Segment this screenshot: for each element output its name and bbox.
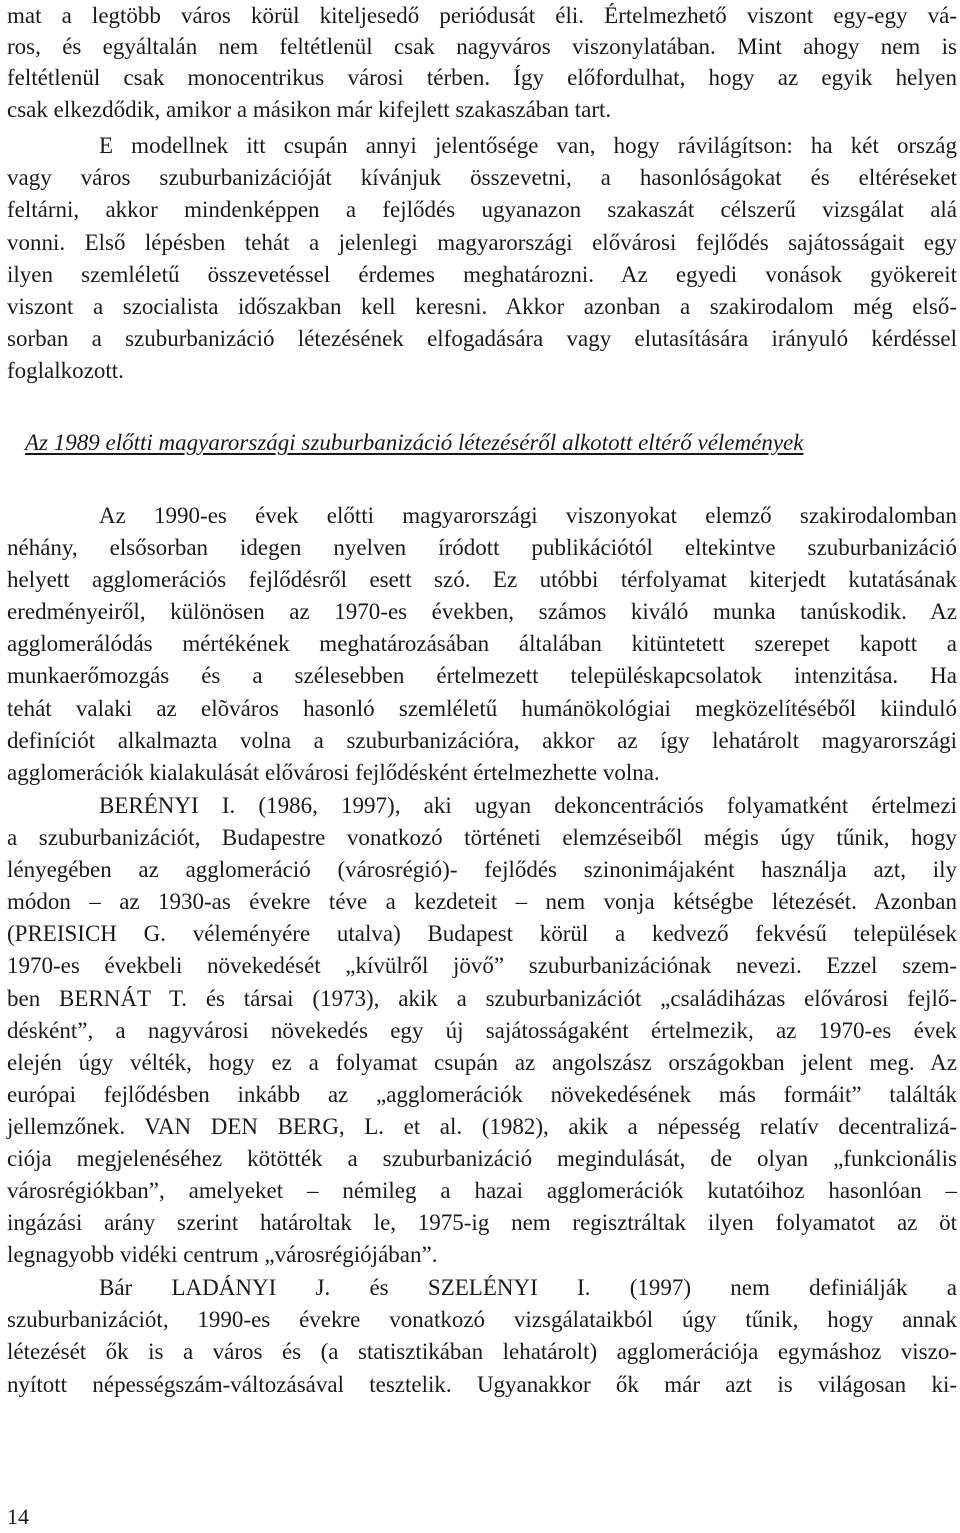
- text-line: helyett agglomerációs fejlődésről esett szó. Ez utóbbi térfolyamat kiterjedt kutatásának: [7, 567, 957, 593]
- paragraph-berenyi: [7, 790, 957, 1271]
- text-line: foglalkozott.: [7, 358, 124, 384]
- text-line: nyított népességszám-változásával tesztelik. Ugyanakkor ők már azt is világosan ki-: [7, 1371, 957, 1397]
- text-line: szuburbanizációt, 1990-es évekre vonatkozó vizsgálataikból úgy tűnik, hogy annak: [7, 1307, 957, 1333]
- text-line: vonni. Első lépésben tehát a jelenlegi magyarországi elővárosi fejlődés sajátosságait egy: [7, 229, 957, 255]
- paragraph-agglomeration: [7, 500, 957, 789]
- text-line: városrégiókban”, amelyeket – némileg a hazai agglomerációk kutatóihoz hasonlóan –: [7, 1178, 957, 1204]
- paragraph-ladanyi: [7, 1272, 957, 1401]
- text-line: legnagyobb vidéki centrum „városrégiójában”.: [7, 1242, 438, 1268]
- text-line: eredményeiről, különösen az 1970-es években, számos kiváló munka tanúskodik. Az: [7, 599, 957, 625]
- text-line: tehát valaki az elõváros hasonló szemléletű humánökológiai megközelítéséből kiinduló: [7, 695, 957, 721]
- text-line: módon – az 1930-as évekre téve a kezdeteit – nem vonja kétségbe létezését. Azonban: [7, 889, 957, 915]
- text-line: létezését ők is a város és (a statisztikában lehatárolt) agglomerációja egymáshoz viszo-: [7, 1339, 957, 1365]
- section-heading: Az 1989 előtti magyarországi szuburbanizáció létezéséről alkotott eltérő vélemények: [25, 430, 804, 455]
- text-line: vagy város szuburbanizációját kívánjuk összevetni, a hasonlóságokat és eltéréseket: [7, 165, 957, 191]
- text-line: sorban a szuburbanizáció létezésének elfogadására vagy elutasítására irányuló kérdéssel: [7, 326, 957, 352]
- text-line: jellemzőnek. VAN DEN BERG, L. et al. (1982), akik a népesség relatív decentralizá-: [7, 1113, 957, 1139]
- paragraph-model: [7, 130, 957, 388]
- text-line: BERÉNYI I. (1986, 1997), aki ugyan dekoncentrációs folyamatként értelmezi: [99, 793, 957, 818]
- text-line: viszont a szocialista időszakban kell keresni. Akkor azonban a szakirodalom még első-: [7, 293, 957, 319]
- text-line: feltárni, akkor mindenképpen a fejlődés ugyanazon szakaszát célszerű vizsgálat alá: [7, 197, 957, 223]
- text-line: a szuburbanizációt, Budapestre vonatkozó történeti elemzéseiből mégis úgy tűnik, hogy: [7, 825, 957, 851]
- page-number: 14: [7, 1504, 29, 1529]
- text-line: ben BERNÁT T. és társai (1973), akik a szuburbanizációt „családiházas elővárosi fejlő-: [7, 985, 957, 1011]
- text-line: csak elkezdődik, amikor a másikon már kifejlett szakaszában tart.: [7, 96, 612, 122]
- text-line: E modellnek itt csupán annyi jelentősége van, hogy rávilágítson: ha két ország: [99, 133, 957, 158]
- paragraph-continuation: [7, 0, 957, 125]
- text-line: lényegében az agglomeráció (városrégió)- fejlődés szinonimájaként használja azt, ily: [7, 857, 957, 883]
- text-line: ingázási arány szerint határoltak le, 1975-ig nem regisztráltak ilyen folyamatot az öt: [7, 1210, 957, 1236]
- text-line: munkaerőmozgás és a szélesebben értelmezett településkapcsolatok intenzitása. Ha: [7, 663, 957, 689]
- text-line: mat a legtöbb város körül kiteljesedő periódusát éli. Értelmezhető viszont egy-egy vá-: [7, 3, 957, 28]
- text-line: Az 1990-es évek előtti magyarországi viszonyokat elemző szakirodalomban: [99, 503, 957, 528]
- text-line: ilyen szemléletű összevetéssel érdemes meghatározni. Az egyedi vonások gyökereit: [7, 261, 957, 287]
- text-line: ciója megjelenéséhez kötötték a szuburbanizáció megindulását, de olyan „funkcionális: [7, 1146, 957, 1172]
- text-line: agglomerációk kialakulását elővárosi fejlődésként értelmezhette volna.: [7, 759, 660, 785]
- text-line: 1970-es évekbeli növekedését „kívülről jövő” szuburbanizációnak nevezi. Ezzel szem-: [7, 953, 957, 979]
- text-line: definíciót alkalmazta volna a szuburbanizációra, akkor az így lehatárolt magyarországi: [7, 727, 957, 753]
- text-line: Bár LADÁNYI J. és SZELÉNYI I. (1997) nem definiálják a: [99, 1275, 957, 1300]
- text-line: feltétlenül csak monocentrikus városi térben. Így előfordulhat, hogy az egyik helyen: [7, 65, 957, 91]
- text-line: néhány, elsősorban idegen nyelven íródott publikációtól eltekintve szuburbanizáció: [7, 535, 957, 561]
- text-line: (PREISICH G. véleményére utalva) Budapest körül a kedvező fekvésű települések: [7, 921, 957, 947]
- text-line: ros, és egyáltalán nem feltétlenül csak nagyváros viszonylatában. Mint ahogy nem is: [7, 34, 957, 60]
- text-line: európai fejlődésben inkább az „agglomerációk növekedésének más formáit” találták: [7, 1081, 957, 1107]
- text-line: agglomerálódás mértékének meghatározásában általában kitüntetett szerepet kapott a: [7, 631, 957, 657]
- text-line: désként”, a nagyvárosi növekedés egy új sajátosságaként értelmezik, az 1970-es évek: [7, 1017, 957, 1043]
- text-line: elején úgy vélték, hogy ez a folyamat csupán az angolszász országokban jelent meg. Az: [7, 1049, 957, 1075]
